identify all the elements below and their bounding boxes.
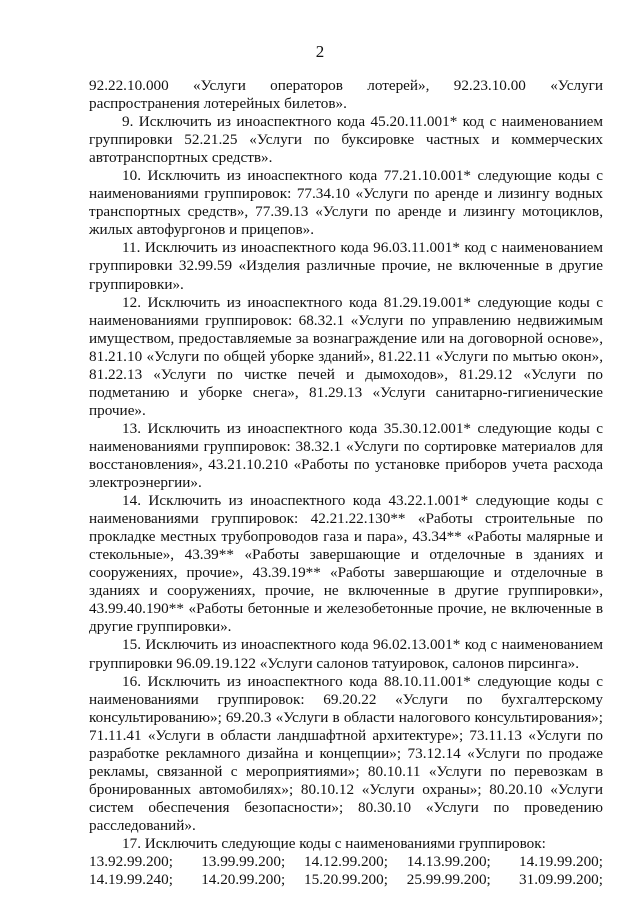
code-entry: 15.20.99.200; (304, 871, 388, 889)
paragraph-item-17: 17. Исключить следующие коды с наименованиями группировок: (122, 834, 546, 852)
page-number: 2 (315, 42, 325, 61)
code-entry: 13.99.99.200; (201, 853, 286, 871)
paragraph-item-11: 11. Исключить из иноаспектного кода 96.03.11.001* код с наименованием группировки 32.99.59 «Изделия различные прочие, не включенные в другие группировки». (89, 239, 603, 293)
code-entry: 14.12.99.200; (304, 853, 388, 871)
code-entry: 14.20.99.200; (201, 871, 286, 889)
paragraph-item-10: 10. Исключить из иноаспектного кода 77.21.10.001* следующие коды с наименованиями группировок: 77.34.10 «Услуги по аренде и лизингу водных транспортных средств», 77.39.13 «Услуги по аренде и лизингу мотоциклов, жилых автофургонов и прицепов». (89, 167, 603, 239)
code-entry: 31.09.99.200; (519, 871, 603, 889)
code-entry: 14.13.99.200; (406, 853, 491, 871)
paragraph-item-12: 12. Исключить из иноаспектного кода 81.29.19.001* следующие коды с наименованиями группировок: 68.32.1 «Услуги по управлению недвижимым имуществом, предоставляемые за вознаграждение или на договорной основе», 81.21.10 «Услуги по общей уборке зданий», 81.22.11 «Услуги по мытью окон», 81.22.13 «Услуги по чистке печей и дымоходов», 81.29.12 «Услуги по подметанию и уборке снега», 81.29.13 «Услуги санитарно-гигиенические прочие». (89, 293, 603, 419)
code-entry: 14.19.99.240; (89, 871, 173, 889)
code-entry: 25.99.99.200; (406, 871, 491, 889)
paragraph-item-15: 15. Исключить из иноаспектного кода 96.02.13.001* код с наименованием группировки 96.09.19.122 «Услуги салонов татуировок, салонов пирсинга». (89, 636, 603, 672)
paragraph-item-16: 16. Исключить из иноаспектного кода 88.10.11.001* следующие коды с наименованиями группировок: 69.20.22 «Услуги по бухгалтерскому консультированию»; 69.20.3 «Услуги в области налогового консультирования»; 71.11.41 «Услуги в области ландшафтной архитектуре»; 73.11.13 «Услуги по разработке рекламного дизайна и концепции»; 73.12.14 «Услуги по продаже рекламы, связанной с мероприятиями»; 80.10.11 «Услуги по перевозкам в бронированных автомобилях»; 80.10.12 «Услуги охраны»; 80.20.10 «Услуги систем обеспечения безопасности»; 80.30.10 «Услуги по проведению расследований». (89, 672, 603, 834)
paragraph-item-14: 14. Исключить из иноаспектного кода 43.22.1.001* следующие коды с наименованиями группировок: 42.21.22.130** «Работы строительные по прокладке местных трубопроводов газа и пара», 43.34** «Работы малярные и стекольные», 43.39** «Работы завершающие и отделочные в зданиях и сооружениях, прочие», 43.39.19** «Работы завершающие и отделочные в зданиях и сооружениях, прочие, не включенные в другие группировки», 43.99.40.190** «Работы бетонные и железобетонные прочие, не включенные в другие группировки». (89, 492, 603, 636)
document-body (89, 77, 603, 889)
paragraph-item-9: 9. Исключить из иноаспектного кода 45.20.11.001* код с наименованием группировки 52.21.25 «Услуги по буксировке частных и коммерческих автотранспортных средств». (89, 113, 603, 167)
code-entry: 14.19.99.200; (519, 853, 603, 871)
paragraph-continuation: 92.22.10.000 «Услуги операторов лотерей», 92.23.10.00 «Услуги распространения лотерейных билетов». (89, 77, 603, 113)
code-entry: 13.92.99.200; (89, 853, 173, 871)
paragraph-item-13: 13. Исключить из иноаспектного кода 35.30.12.001* следующие коды с наименованиями группировок: 38.32.1 «Услуги по сортировке материалов для восстановления», 43.21.10.210 «Работы по установке приборов учета расхода электроэнергии». (89, 419, 603, 492)
codes-list (89, 853, 603, 889)
